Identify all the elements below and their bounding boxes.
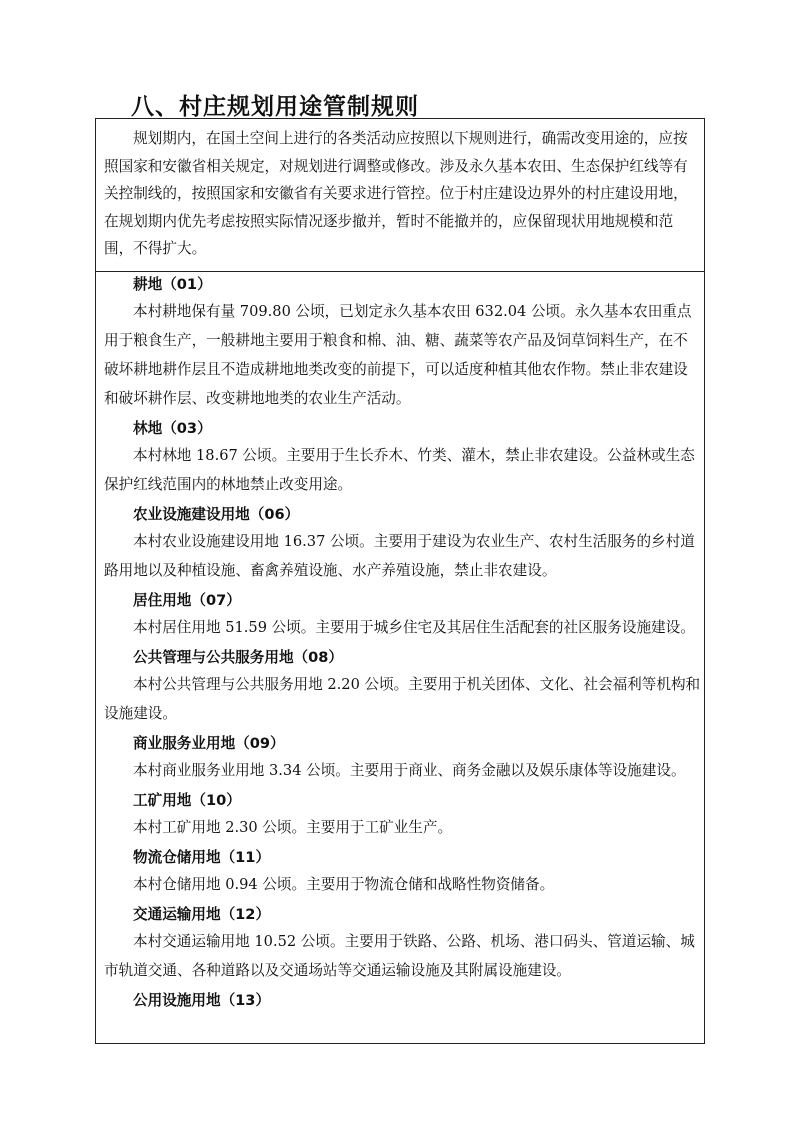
section-text: 本村耕地保有量 709.80 公顷，已划定永久基本农田 632.04 公顷。永久基本农田重点用于粮食生产，一般耕地主要用于粮食和棉、油、糖、蔬菜等农产品及饲草饲料生产，在不破坏耕地耕作层且不造成耕地地类改变的前提下，可以适度种植其他农作物。禁止非农建设和破坏耕作层、改变耕地地类的农业生产活动。	[104, 303, 692, 407]
section-forest-land	[104, 416, 702, 499]
section-heading: 公共管理与公共服务用地（08）	[133, 649, 344, 666]
intro-cell	[104, 125, 702, 263]
section-heading: 交通运输用地（12）	[133, 906, 271, 923]
section-heading: 林地（03）	[133, 420, 212, 437]
section-heading: 工矿用地（10）	[133, 792, 241, 809]
page-title: 八、村庄规划用途管制规则	[131, 94, 419, 120]
intro-paragraph: 规划期内，在国土空间上进行的各类活动应按照以下规则进行，确需改变用途的，应按照国家和安徽省相关规定，对规划进行调整或修改。涉及永久基本农田、生态保护红线等有关控制线的，按照国家和安徽省有关要求进行管控。位于村庄建设边界外的村庄建设用地，在规划期内优先考虑按照实际情况逐步撤并，暂时不能撤并的，应保留现状用地规模和范围，不得扩大。	[104, 130, 688, 257]
section-text: 本村林地 18.67 公顷。主要用于生长乔木、竹类、灌木，禁止非农建设。公益林或生态保护红线范围内的林地禁止改变用途。	[104, 447, 695, 493]
section-heading: 农业设施建设用地（06）	[133, 506, 300, 523]
section-public-utility-land	[104, 988, 702, 1013]
section-heading: 商业服务业用地（09）	[133, 735, 285, 752]
section-heading: 公用设施用地（13）	[133, 992, 271, 1009]
section-residential-land	[104, 588, 702, 642]
section-text: 本村交通运输用地 10.52 公顷。主要用于铁路、公路、机场、港口码头、管道运输、城市轨道交通、各种道路以及交通场站等交通运输设施及其附属设施建设。	[104, 933, 695, 979]
section-industrial-mining-land	[104, 788, 702, 842]
section-text: 本村农业设施建设用地 16.37 公顷。主要用于建设为农业生产、农村生活服务的乡村道路用地以及种植设施、畜禽养殖设施、水产养殖设施，禁止非农建设。	[104, 533, 695, 579]
section-heading: 物流仓储用地（11）	[133, 849, 271, 866]
section-text: 本村仓储用地 0.94 公顷。主要用于物流仓储和战略性物资储备。	[133, 876, 555, 893]
section-cultivated-land	[104, 272, 702, 413]
section-commercial-land	[104, 731, 702, 785]
section-text: 本村居住用地 51.59 公顷。主要用于城乡住宅及其居住生活配套的社区服务设施建设。	[133, 619, 695, 636]
section-text: 本村公共管理与公共服务用地 2.20 公顷。主要用于机关团体、文化、社会福利等机构和设施建设。	[104, 676, 701, 722]
section-public-service-land	[104, 645, 702, 728]
section-heading: 居住用地（07）	[133, 592, 241, 609]
land-use-sections	[104, 272, 702, 1016]
section-heading: 耕地（01）	[133, 276, 212, 293]
section-transportation-land	[104, 902, 702, 985]
section-text: 本村商业服务业用地 3.34 公顷。主要用于商业、商务金融以及娱乐康体等设施建设。	[133, 762, 686, 779]
section-text: 本村工矿用地 2.30 公顷。主要用于工矿业生产。	[133, 819, 453, 836]
section-logistics-storage-land	[104, 845, 702, 899]
rules-table	[95, 118, 705, 1044]
section-agricultural-facility-land	[104, 502, 702, 585]
